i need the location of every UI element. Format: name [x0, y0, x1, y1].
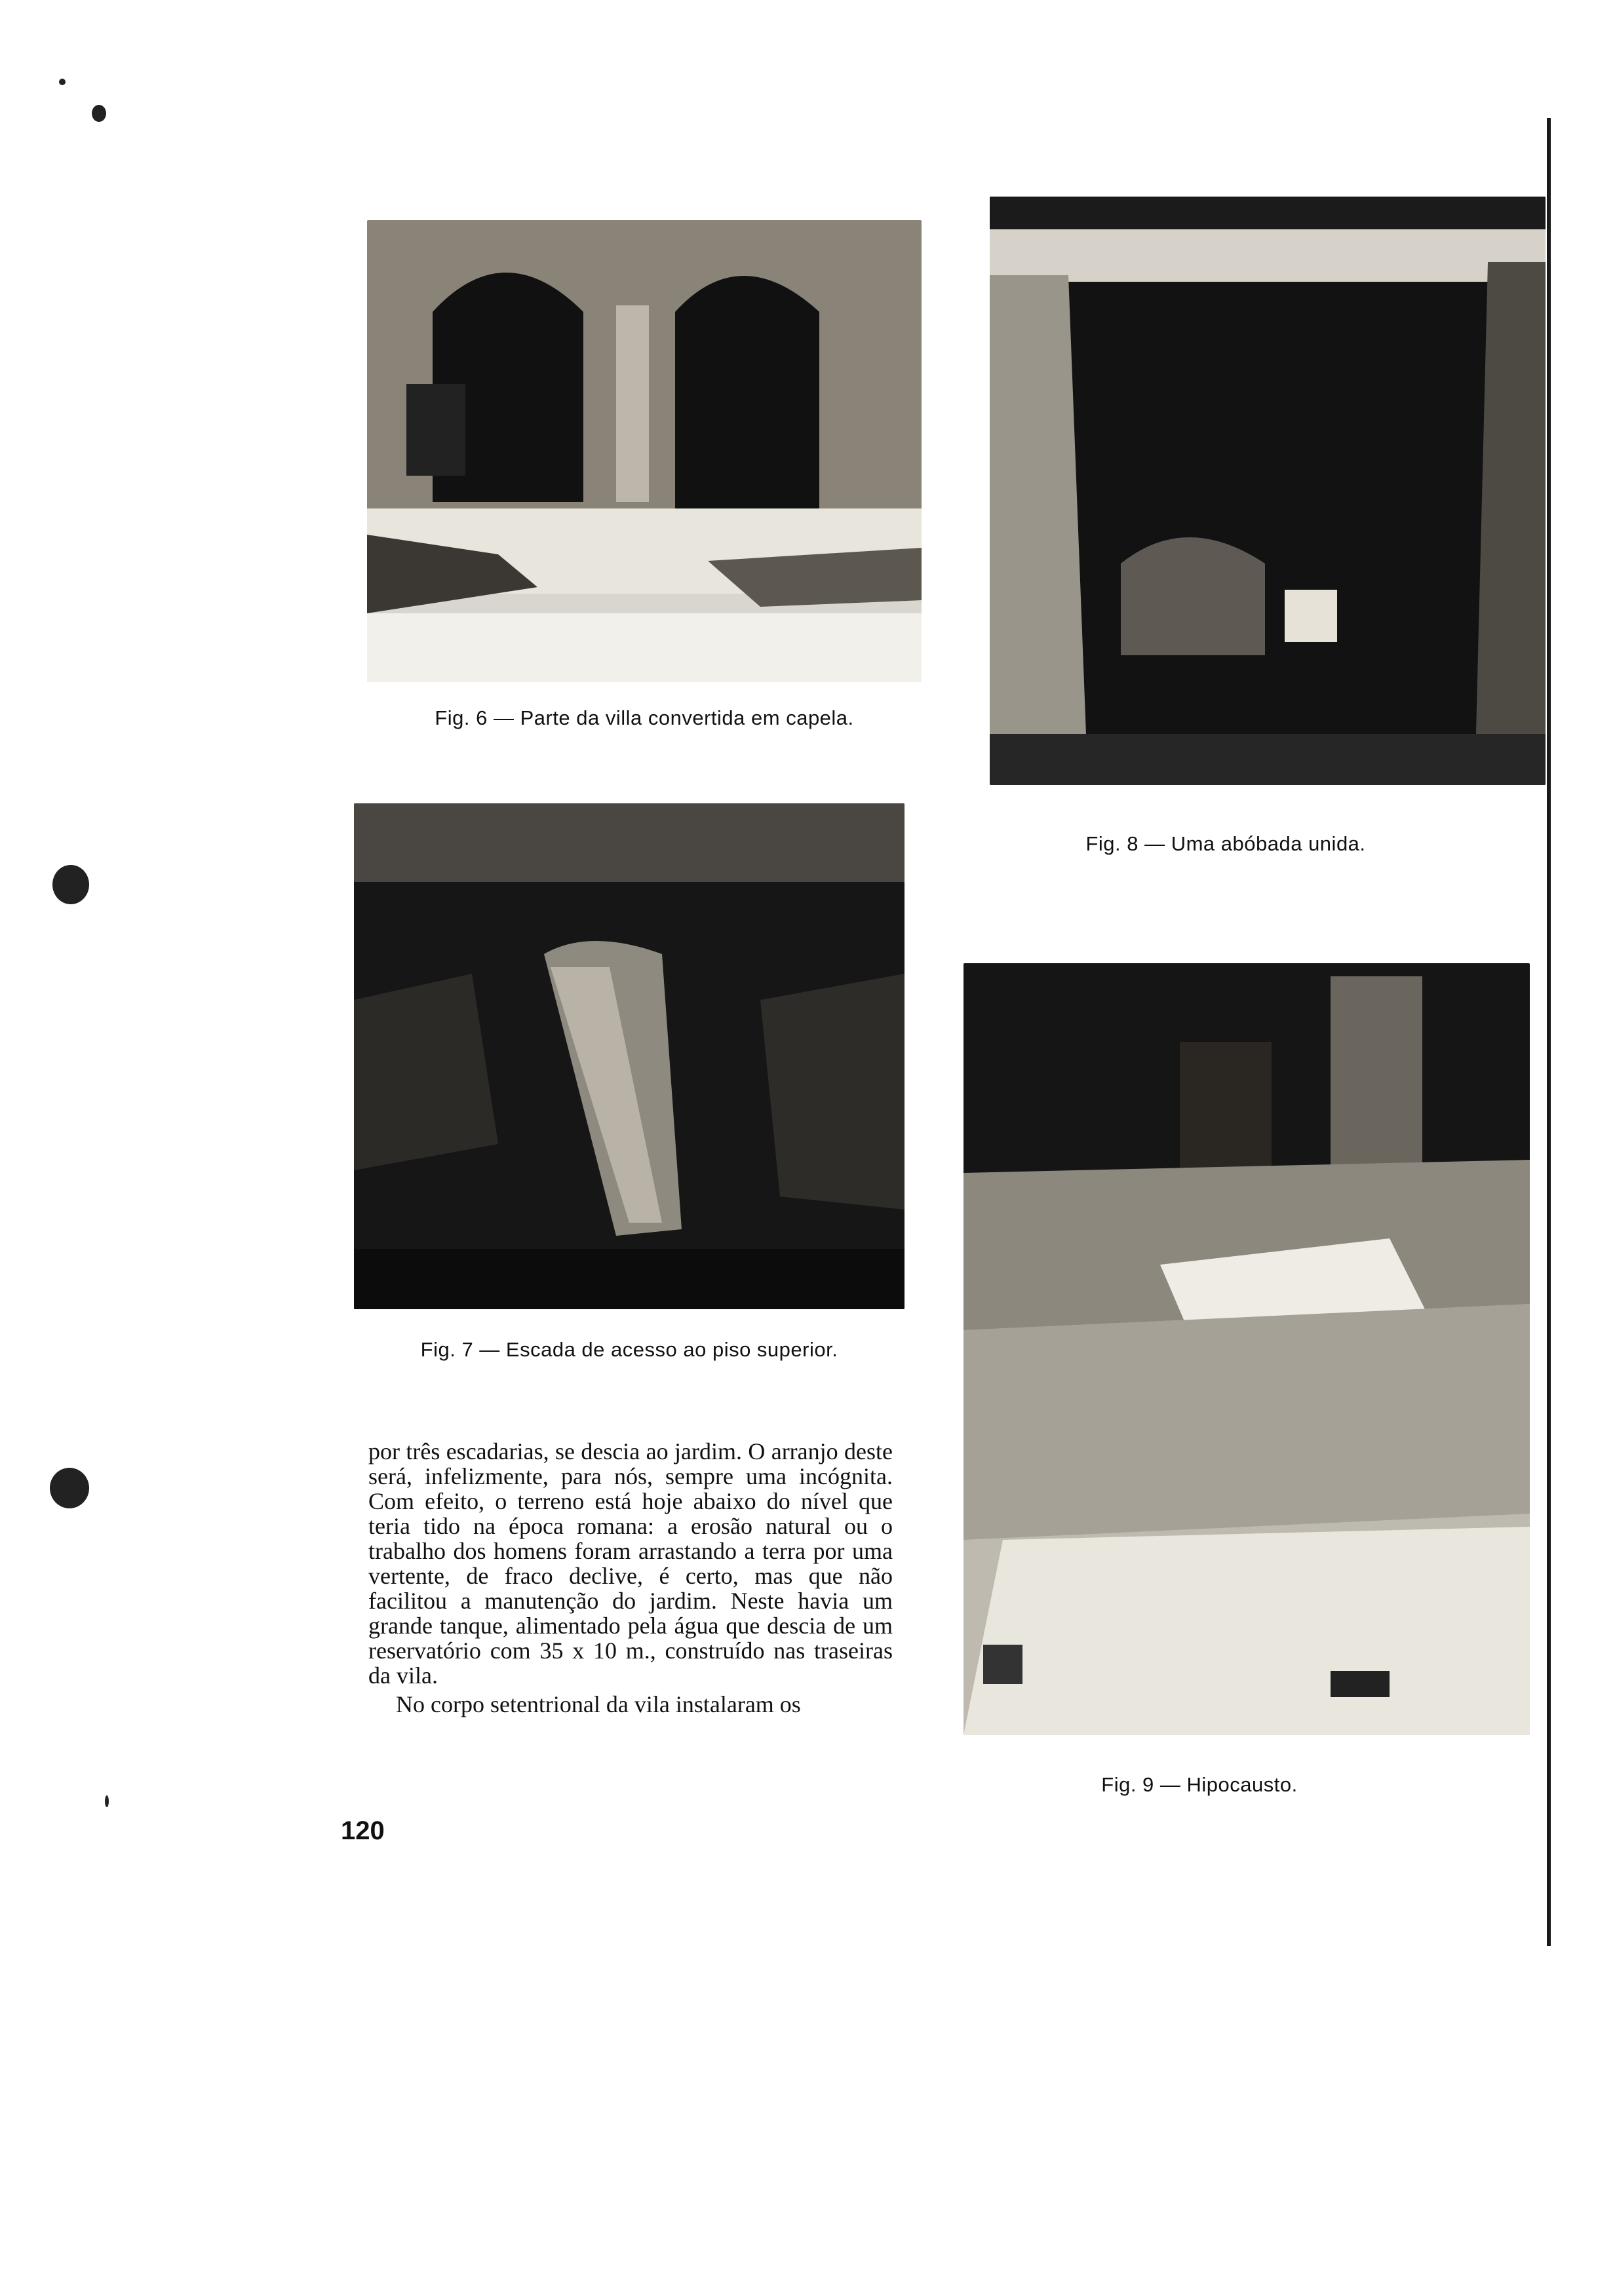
figure-8-photo — [990, 197, 1546, 785]
figure-7-photo — [354, 803, 905, 1309]
scan-mark — [92, 105, 106, 122]
page-number: 120 — [341, 1816, 385, 1845]
figure-6-caption: Fig. 6 — Parte da villa convertida em capela. — [435, 706, 854, 729]
paragraph-2: No corpo setentrional da vila instalaram os — [396, 1691, 801, 1717]
paragraph-1: por três escadarias, se descia ao jardim. O arranjo deste será, infelizmente, para nós, sempre uma incógnita. Com efeito, o terreno está hoje abaixo do nível que teria tido na época romana: a erosão natural ou o trabalho dos homens foram arrastando a terra por uma vertente, de fraco declive, é certo, mas que não facilitou a manutenção do jardim. Neste havia um grande tanque, alimentado pela água que descia de um reservatório com 35 x 10 m., construído nas traseiras da vila. — [368, 1438, 893, 1689]
figure-9-caption: Fig. 9 — Hipocausto. — [1101, 1773, 1298, 1796]
body-text-column — [368, 1439, 893, 1717]
figure-8-caption: Fig. 8 — Uma abóbada unida. — [1085, 832, 1366, 855]
scan-mark — [52, 865, 89, 904]
right-margin-rule — [1547, 118, 1551, 1946]
scan-mark — [50, 1468, 89, 1508]
scan-mark — [59, 79, 66, 85]
scan-mark — [105, 1795, 109, 1807]
figure-7-caption: Fig. 7 — Escada de acesso ao piso superior. — [420, 1338, 838, 1361]
figure-6-photo — [367, 220, 922, 682]
figure-9-photo — [963, 963, 1530, 1735]
